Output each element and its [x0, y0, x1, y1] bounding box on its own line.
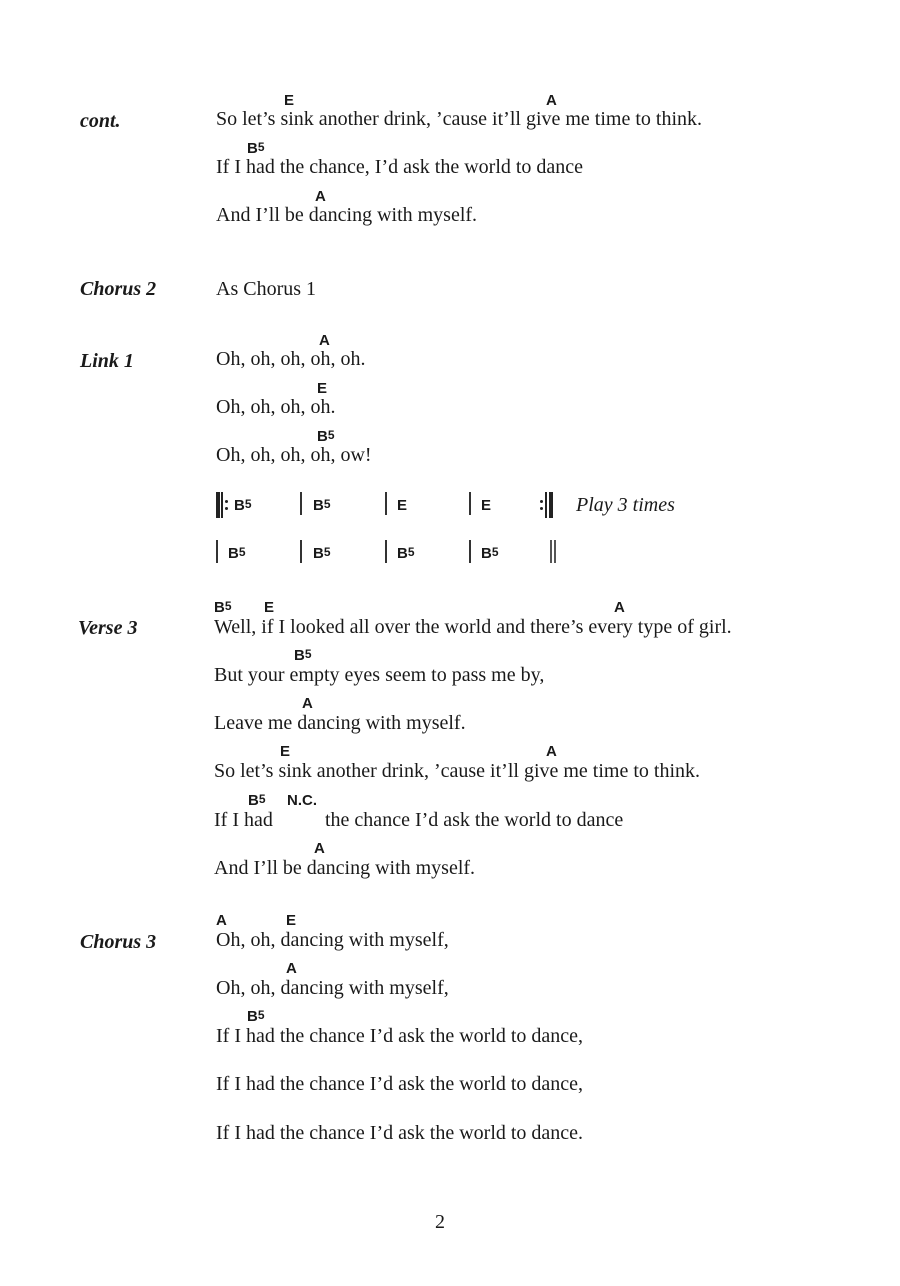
chord: B5 [317, 428, 335, 445]
lyric-line: Oh, oh, dancing with myself, [216, 929, 449, 951]
lyric-line: If I had the chance I’d ask the world to dance. [216, 1122, 584, 1144]
barline [385, 492, 387, 515]
lyric-line: Well, if I looked all over the world and there’s every type of girl. [214, 616, 732, 638]
lyric-line: Oh, oh, oh, oh, oh. [216, 348, 366, 370]
page-number: 2 [435, 1211, 445, 1233]
chord: B5 [248, 792, 266, 809]
lyric-line: Oh, oh, oh, oh. [216, 396, 336, 418]
chord: E [264, 599, 275, 616]
lyric-line: But your empty eyes seem to pass me by, [214, 664, 545, 686]
lyric-line: If I had the chance I’d ask the world to dance, [216, 1073, 584, 1095]
barline [385, 540, 387, 563]
play-instruction: Play 3 times [576, 494, 675, 516]
section-label-chorus-3: Chorus 3 [80, 931, 157, 953]
lyric-line: And I’ll be dancing with myself. [214, 857, 476, 879]
chart-chord: E [481, 497, 492, 514]
chord: A [302, 695, 313, 712]
chord: E [317, 380, 328, 397]
barline [469, 540, 471, 563]
lyric-line: Leave me dancing with myself. [214, 712, 466, 734]
chart-chord: B5 [481, 545, 499, 562]
chart-chord: B5 [313, 545, 331, 562]
chord: A [319, 332, 330, 349]
end-double-barline [550, 540, 556, 563]
lyric-line: Oh, oh, oh, oh, ow! [216, 444, 372, 466]
chord: A [546, 92, 557, 109]
lyric-line: If I had [214, 809, 273, 831]
chord: E [280, 743, 291, 760]
chart-chord: B5 [313, 497, 331, 514]
chord: E [286, 912, 297, 929]
chart-chord: B5 [234, 497, 252, 514]
section-label-chorus-2: Chorus 2 [80, 278, 157, 300]
barline [216, 540, 218, 563]
chord: A [546, 743, 557, 760]
section-label-link-1: Link 1 [80, 350, 134, 372]
chart-chord: B5 [397, 545, 415, 562]
chart-chord: E [397, 497, 408, 514]
barline [469, 492, 471, 515]
lyric-line: If I had the chance I’d ask the world to dance, [216, 1025, 584, 1047]
chord: B5 [247, 1008, 265, 1025]
lyric-line: So let’s sink another drink, ’cause it’ll give me time to think. [216, 108, 703, 130]
chord: A [315, 188, 326, 205]
chord: A [216, 912, 227, 929]
chart-chord: B5 [228, 545, 246, 562]
chord: A [314, 840, 325, 857]
chord: B5 [214, 599, 232, 616]
barline [300, 492, 302, 515]
section-label-verse-3: Verse 3 [78, 617, 138, 639]
lyric-line: Oh, oh, dancing with myself, [216, 977, 449, 999]
repeat-start-barline [216, 492, 228, 518]
chord: N.C. [287, 792, 317, 809]
lyric-line: As Chorus 1 [216, 278, 317, 300]
chord: A [286, 960, 297, 977]
chord: E [284, 92, 295, 109]
barline [300, 540, 302, 563]
chord: A [614, 599, 625, 616]
lyric-line: If I had the chance, I’d ask the world to dance [216, 156, 584, 178]
chord: B5 [247, 140, 265, 157]
lyric-line: the chance I’d ask the world to dance [325, 809, 624, 831]
section-label-cont: cont. [80, 110, 121, 132]
lyric-line: So let’s sink another drink, ’cause it’ll give me time to think. [214, 760, 701, 782]
repeat-end-barline [540, 492, 554, 518]
lyric-line: And I’ll be dancing with myself. [216, 204, 478, 226]
chord: B5 [294, 647, 312, 664]
